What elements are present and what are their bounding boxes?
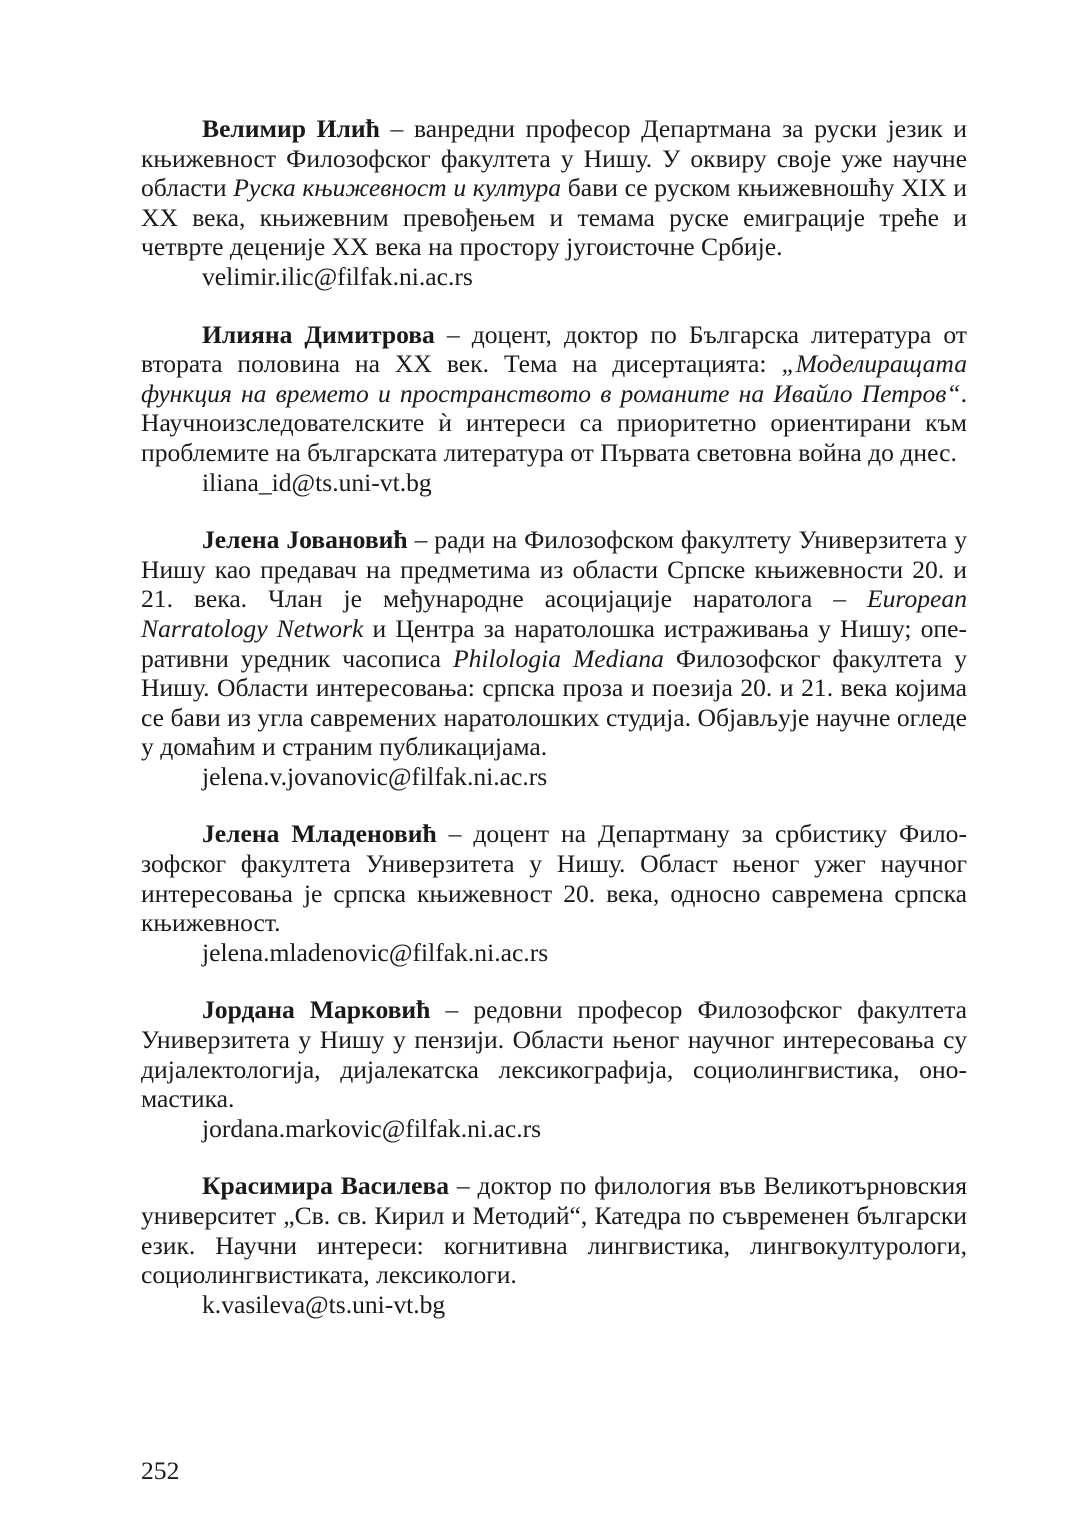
contributor-name: Јордана Марковић [202,995,431,1025]
contributor-name: Јелена Јовановић [202,525,408,555]
contributor-email: iliana_id@ts.uni-vt.bg [202,467,432,497]
bio-italic-text: „Моделиращата функция на времето и пространството в романите на Ивайло Петров“ [141,349,967,408]
contributor-email: jelena.v.jovanovic@filfak.ni.ac.rs [202,761,548,791]
bio-text: Филозофског факултета у Нишу. Области интересовања: српска проза и поезија 20. и 21. века којима се бави из угла савремених наратолошких студија. Објављује научне огледе у домаћим и страним публикацијама. [141,643,968,762]
contributor-bio [141,1171,967,1289]
contributor-email: jelena.mladenovic@filfak.ni.ac.rs [202,937,549,967]
contributors-list [141,114,967,1347]
contributor-email: k.vasileva@ts.uni-vt.bg [202,1289,446,1319]
contributor-entry [141,320,967,498]
contributor-bio [141,114,967,262]
contributor-bio [141,819,967,937]
contributor-bio [141,995,967,1113]
bio-text: – ванредни професор Департмана за руски језик и књижевност Филозофског факултета у Нишу. У оквиру своје уже научне области [141,114,967,203]
contributor-name: Красимира Василева [202,1171,450,1201]
bio-text: . Научноизследователските ѝ интереси са приоритетно ориентирани към проблемите на българската литература от Първата световна война до днес. [141,378,967,467]
contributor-name: Јелена Младеновић [202,819,437,849]
bio-text: бави се руском књижевношћу XIX и XX века, књижевним превођењем и темама руске емиграције треће и четврте деценије XX века на простору југоисточне Србије. [141,173,967,262]
contributor-name: Велимир Илић [202,114,380,143]
bio-text: – доцент на Департману за србистику Филозофског факултета Универзитета у Нишу. Област њеног ужег научног интересовања је српска књижевност 20. века, односно савремена српска књижевност. [141,819,967,938]
bio-italic-text: Philologia Mediana [452,643,664,673]
contributor-entry [141,995,967,1143]
bio-text: и Центра за наратолошка истраживања у Нишу; оперативни уредник часописа [141,613,968,673]
contributor-bio [141,525,967,762]
bio-italic-text: Руска књижевност и култура [233,173,562,203]
bio-italic-text: European Narratology Network [141,584,967,643]
bio-text: – доктор по филология във Великотърновския университет „Св. св. Кирил и Методий“, Катедра по съвременен български език. Научни интереси: когнитивна лингвистика, лингвокултурологи, социолингвистиката, лексикологи. [141,1171,967,1290]
contributor-entry [141,1171,967,1319]
contributor-name: Илияна Димитрова [202,319,435,349]
page-number: 252 [141,1456,180,1485]
bio-text: – ради на Филозофском факултету Универзитета у Нишу као предавач на предметима из области Српске књижевности 20. и 21. века. Члан је међународне асоцијације наратолога – [141,525,967,614]
contributor-email: velimir.ilic@filfak.ni.ac.rs [202,261,473,291]
contributor-email: jordana.markovic@filfak.ni.ac.rs [202,1113,542,1143]
contributor-entry [141,525,967,791]
contributor-bio [141,320,967,468]
bio-text: – доцент, доктор по Българска литература от втората половина на XX век. Тема на дисертацията: [141,319,967,379]
contributor-entry [141,114,967,292]
bio-text: – редовни професор Филозофског факултета Универзитета у Нишу у пензији. Области њеног научног интересовања су дијалектологија, дијалекатска лексикографија, социолингвистика, ономастика. [141,995,967,1114]
contributor-entry [141,819,967,967]
